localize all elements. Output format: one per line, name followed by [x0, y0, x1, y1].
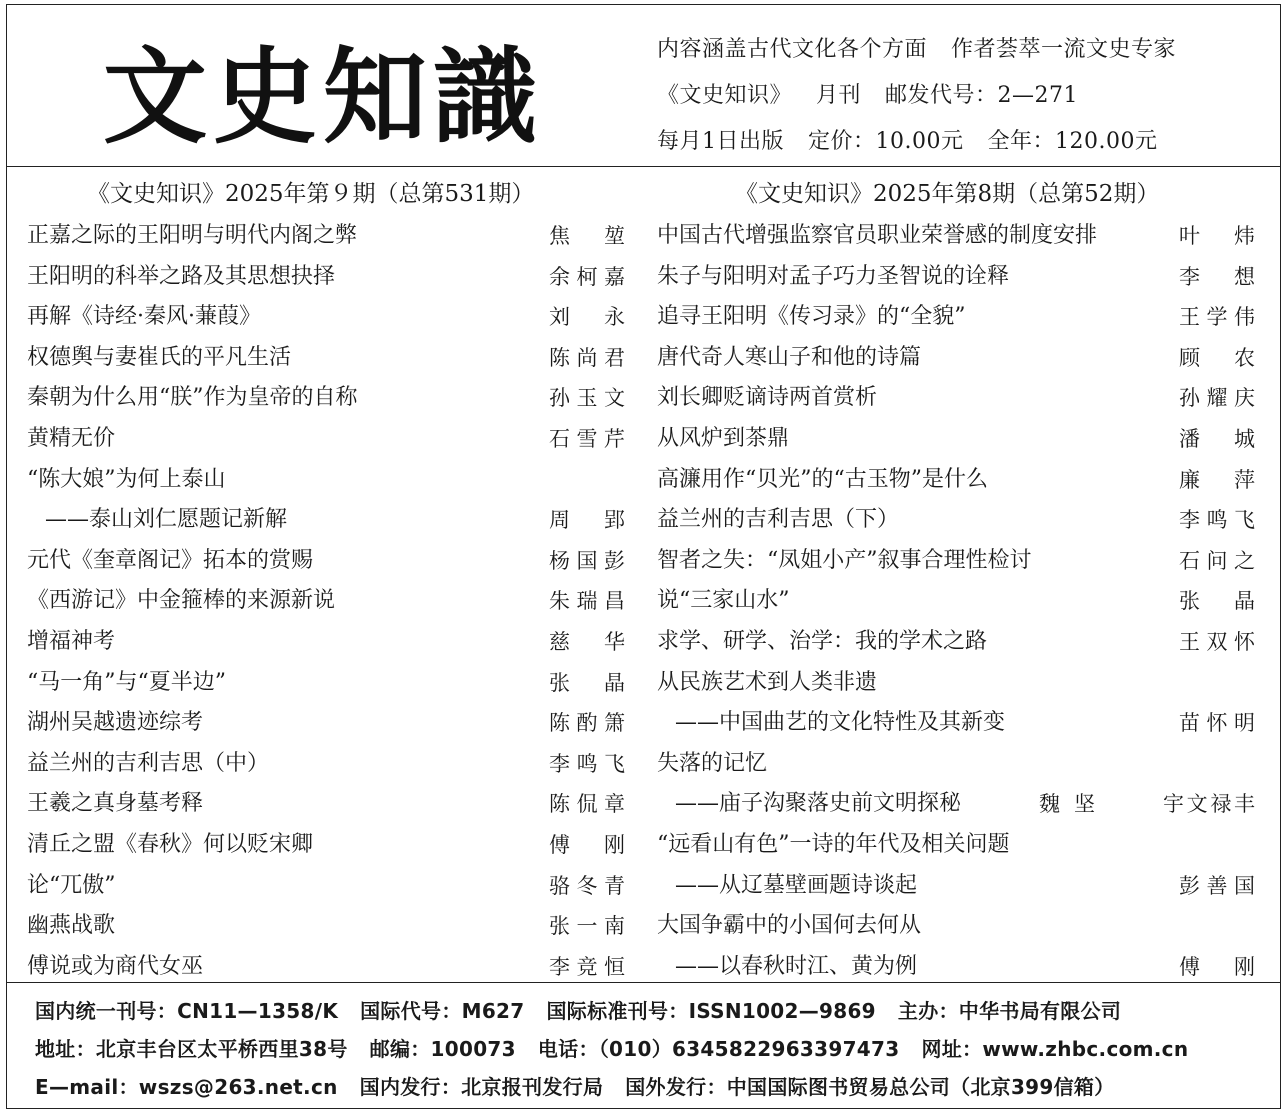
entry-title: 论“兀傲” [27, 872, 116, 898]
entry-title: 求学、研学、治学：我的学术之路 [657, 628, 988, 654]
toc-entry [25, 622, 625, 663]
footer-line-2 [35, 1033, 1188, 1062]
entry-title: 追寻王阳明《传习录》的“全貌” [657, 304, 966, 330]
info-line-3 [657, 119, 1277, 165]
entry-author: 潘城 [1179, 426, 1255, 451]
header [7, 5, 1280, 167]
entry-title: 大国争霸中的小国何去何从 [657, 913, 922, 939]
entry-title: “远看山有色”一诗的年代及相关问题 [657, 831, 1010, 857]
toc-entry [25, 460, 625, 501]
entry-author: 慈华 [549, 629, 625, 654]
entry-author: 李竞恒 [549, 954, 625, 979]
entry-author: 余柯嘉 [549, 264, 625, 289]
entry-author: 廉萍 [1179, 467, 1255, 492]
toc-entry [655, 257, 1255, 298]
entry-author: 傅刚 [1179, 954, 1255, 979]
toc-entry [655, 906, 1255, 947]
footer [7, 982, 1280, 1108]
toc-entry [655, 622, 1255, 663]
entry-title: 秦朝为什么用“朕”作为皇帝的自称 [27, 385, 358, 411]
toc-entry [25, 784, 625, 825]
toc-entry [655, 744, 1255, 785]
entry-title: 说“三家山水” [657, 588, 790, 614]
toc-entry [25, 866, 625, 907]
entry-title: 益兰州的吉利吉思（中） [27, 750, 270, 776]
entry-title: 从民族艺术到人类非遗 [657, 669, 878, 695]
footer-address: 地址：北京丰台区太平桥西里38号 [35, 1037, 348, 1061]
footer-line-3 [35, 1071, 1115, 1100]
toc-entry [655, 541, 1255, 582]
entries-left [25, 216, 625, 987]
entries-right [655, 216, 1255, 987]
toc-entry [655, 663, 1255, 704]
entry-title: 傅说或为商代女巫 [27, 953, 204, 979]
toc-entry [25, 744, 625, 785]
toc-entry [655, 338, 1255, 379]
toc-entry [655, 825, 1255, 866]
entry-title: 王羲之真身墓考释 [27, 791, 204, 817]
toc-entry [25, 906, 625, 947]
entry-author: 陈侃章 [549, 792, 625, 817]
toc-column-right [655, 175, 1255, 979]
entry-title: 唐代奇人寒山子和他的诗篇 [657, 344, 922, 370]
toc-entry [655, 460, 1255, 501]
toc-entry [25, 338, 625, 379]
entry-author: 张晶 [1179, 589, 1255, 614]
toc-entry [655, 581, 1255, 622]
entry-author: 刘永 [549, 305, 625, 330]
entry-author: 杨国彭 [549, 548, 625, 573]
entry-title: ——从辽墓壁画题诗谈起 [675, 872, 918, 898]
entry-author: 陈酌箫 [549, 711, 625, 736]
footer-postcode: 邮编：100073 [369, 1037, 516, 1061]
entry-title: 元代《奎章阁记》拓本的赏赐 [27, 547, 314, 573]
info-annual-price: 全年：120.00元 [987, 129, 1158, 154]
toc-entry [25, 541, 625, 582]
entry-author: 彭善国 [1179, 873, 1255, 898]
toc-entry [655, 378, 1255, 419]
info-frequency: 月刊 [816, 83, 862, 108]
entry-title: 权德舆与妻崔氏的平凡生活 [27, 344, 292, 370]
masthead-title: 文史知識 [103, 35, 537, 155]
entry-title: 黄精无价 [27, 425, 116, 451]
footer-sponsor: 主办：中华书局有限公司 [897, 999, 1122, 1023]
info-line-1 [657, 27, 1277, 73]
entry-title: 正嘉之际的王阳明与明代内阁之弊 [27, 223, 358, 248]
toc-entry-subtitle [25, 500, 625, 541]
entry-author: 石问之 [1179, 548, 1255, 573]
entry-title: 益兰州的吉利吉思（下） [657, 507, 900, 533]
toc-entry [25, 378, 625, 419]
entry-title: “马一角”与“夏半边” [27, 669, 226, 695]
table-of-contents [7, 169, 1280, 981]
entry-author: 苗怀明 [1179, 711, 1255, 736]
footer-website: 网址：www.zhbc.com.cn [921, 1037, 1189, 1061]
info-authors: 作者荟萃一流文史专家 [951, 37, 1177, 62]
entry-title: 湖州吴越遗迹综考 [27, 710, 204, 736]
entry-title: 从风炉到茶鼎 [657, 425, 790, 451]
footer-issn: 国际标准刊号：ISSN1002—9869 [546, 999, 876, 1023]
entry-title: “陈大娘”为何上泰山 [27, 466, 226, 492]
toc-entry [655, 500, 1255, 541]
toc-entry [25, 663, 625, 704]
toc-entry [655, 216, 1255, 257]
entry-author: 焦堃 [549, 224, 625, 248]
entry-title: 高濂用作“贝光”的“古玉物”是什么 [657, 466, 988, 492]
footer-phone: 电话：（010）6345822963397473 [537, 1037, 900, 1061]
toc-entry [25, 703, 625, 744]
entry-title: 刘长卿贬谪诗两首赏析 [657, 385, 878, 411]
footer-intl-code: 国际代号：M627 [360, 999, 525, 1023]
entry-author: 孙耀庆 [1179, 386, 1255, 411]
entry-author: 王双怀 [1179, 629, 1255, 654]
entry-title: 再解《诗经·秦风·蒹葭》 [27, 304, 261, 330]
masthead-calligraphy [97, 35, 537, 155]
toc-entry [25, 825, 625, 866]
page-frame [6, 4, 1281, 1109]
entry-title: 增福神考 [27, 628, 116, 654]
entry-title: 中国古代增强监察官员职业荣誉感的制度安排 [657, 223, 1098, 248]
entry-title: 《西游记》中金箍棒的来源新说 [27, 588, 336, 614]
footer-cn-number: 国内统一刊号：CN11—1358/K [35, 999, 339, 1023]
entry-title: 王阳明的科举之路及其思想抉择 [27, 263, 336, 289]
toc-entry-subtitle [655, 784, 1255, 825]
info-journal-name: 《文史知识》 [657, 83, 793, 108]
entry-title: ——泰山刘仁愿题记新解 [45, 507, 288, 533]
toc-entry [25, 419, 625, 460]
info-scope: 内容涵盖古代文化各个方面 [657, 37, 928, 62]
entry-title: ——以春秋时江、黄为例 [675, 953, 918, 979]
info-price: 定价：10.00元 [808, 129, 964, 154]
entry-author: 宇文禄丰 [1163, 792, 1255, 817]
entry-author: 王学伟 [1179, 305, 1255, 330]
toc-entry [25, 297, 625, 338]
entry-author: 张一南 [549, 914, 625, 939]
toc-entry [25, 581, 625, 622]
toc-entry [25, 216, 625, 257]
entry-author: 石雪芹 [549, 426, 625, 451]
footer-overseas-distribution: 国外发行：中国国际图书贸易总公司（北京399信箱） [625, 1075, 1115, 1099]
entry-author: 朱瑞昌 [549, 589, 625, 614]
footer-email: E—mail：wszs@263.net.cn [35, 1075, 338, 1099]
toc-entry-subtitle [655, 703, 1255, 744]
issue-heading-left: 《文史知识》2025年第９期（总第531期） [87, 181, 535, 207]
entry-title: ——中国曲艺的文化特性及其新变 [675, 710, 1006, 736]
entry-author: 骆冬青 [549, 873, 625, 898]
footer-domestic-distribution: 国内发行：北京报刊发行局 [359, 1075, 604, 1099]
entry-title: 智者之失：“凤姐小产”叙事合理性检讨 [657, 547, 1032, 573]
entry-title: 清丘之盟《春秋》何以贬宋卿 [27, 831, 314, 857]
entry-author: 张晶 [549, 670, 625, 695]
toc-entry [655, 419, 1255, 460]
entry-title: ——庙子沟聚落史前文明探秘 [675, 791, 962, 817]
entry-author: 李鸣飞 [549, 751, 625, 776]
info-publish-date: 每月1日出版 [657, 129, 784, 154]
entry-author: 傅刚 [549, 832, 625, 857]
entry-author: 周郢 [549, 508, 625, 533]
entry-author-secondary: 魏坚 [1039, 792, 1095, 817]
entry-title: 失落的记忆 [657, 750, 768, 776]
info-line-2 [657, 73, 1277, 119]
header-info [657, 27, 1277, 165]
toc-column-left [25, 175, 625, 979]
toc-entry-subtitle [655, 866, 1255, 907]
toc-entry [25, 257, 625, 298]
info-postal-code: 邮发代号：2—271 [885, 83, 1079, 108]
entry-author: 顾农 [1179, 345, 1255, 370]
entry-title: 幽燕战歌 [27, 913, 116, 939]
masthead-logo [97, 35, 537, 155]
toc-entry [655, 297, 1255, 338]
footer-line-1 [35, 995, 1121, 1024]
entry-author: 叶炜 [1179, 224, 1255, 248]
entry-author: 李想 [1179, 264, 1255, 289]
entry-author: 李鸣飞 [1179, 508, 1255, 533]
entry-author: 陈尚君 [549, 345, 625, 370]
entry-author: 孙玉文 [549, 386, 625, 411]
entry-title: 朱子与阳明对孟子巧力圣智说的诠释 [657, 263, 1010, 289]
issue-heading-right: 《文史知识》2025年第8期（总第52期） [735, 181, 1160, 207]
